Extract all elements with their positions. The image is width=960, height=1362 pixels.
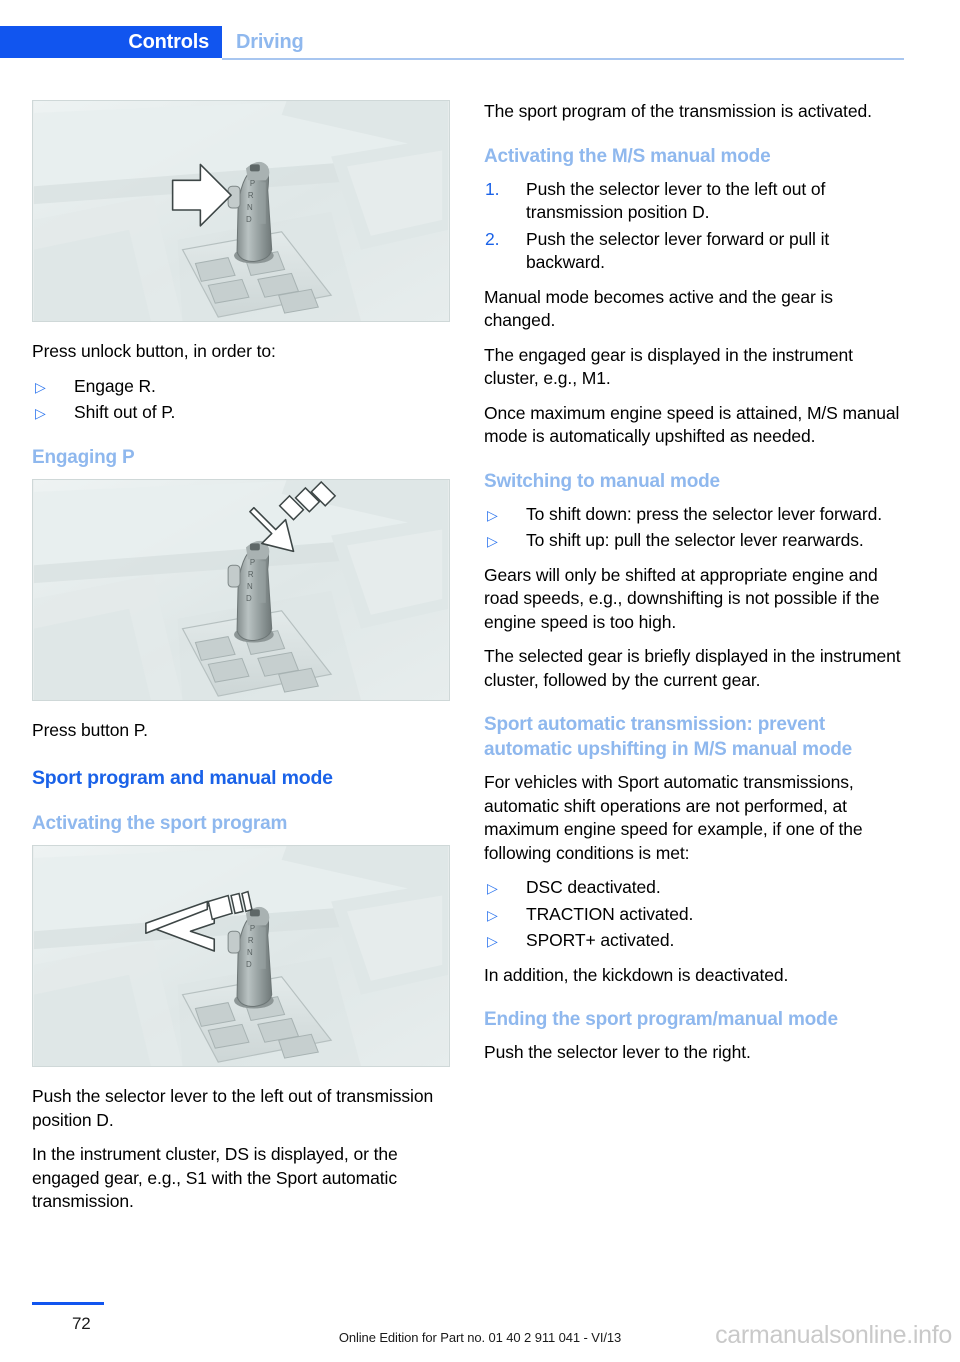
activating-ms-steps bbox=[484, 178, 904, 275]
list-item-text: To shift up: pull the selector lever rearwards. bbox=[526, 530, 864, 550]
section-tab-label: Driving bbox=[236, 31, 304, 53]
list-item bbox=[484, 529, 904, 553]
figure-push-lever-left bbox=[32, 845, 450, 1067]
svg-text:N: N bbox=[246, 203, 253, 213]
bullet-triangle-icon: ▷ bbox=[35, 405, 46, 421]
list-item-text: Push the selector lever to the left out of transmission position D. bbox=[526, 178, 826, 222]
bullet-triangle-icon: ▷ bbox=[487, 880, 498, 896]
list-item-text: DSC deactivated. bbox=[526, 877, 661, 897]
heading-engaging-p: Engaging P bbox=[32, 446, 135, 468]
max-engine-speed-text: Once maximum engine speed is attained, M/S manual mode is automatically upshifted as needed. bbox=[484, 402, 900, 446]
svg-text:N: N bbox=[246, 581, 253, 591]
list-item bbox=[484, 228, 904, 275]
figure-press-button-p bbox=[32, 479, 450, 701]
footer-divider bbox=[32, 1302, 104, 1305]
svg-text:P: P bbox=[249, 179, 256, 189]
step-number: 2. bbox=[485, 228, 500, 249]
heading-switching-to-manual-mode: Switching to manual mode bbox=[484, 470, 720, 492]
push-lever-right-text: Push the selector lever to the right. bbox=[484, 1042, 751, 1062]
bullet-triangle-icon: ▷ bbox=[487, 506, 498, 523]
list-item bbox=[484, 903, 904, 927]
svg-text:R: R bbox=[247, 569, 254, 579]
page-header bbox=[0, 0, 960, 70]
svg-text:D: D bbox=[245, 959, 252, 969]
heading-sport-automatic-transmission: Sport automatic transmission: prevent automatic upshifting in M/S manual mode bbox=[484, 714, 852, 760]
header-divider bbox=[222, 58, 904, 60]
press-button-p-text: Press button P. bbox=[32, 719, 148, 740]
list-item bbox=[32, 401, 452, 425]
bullet-triangle-icon: ▷ bbox=[487, 906, 498, 923]
svg-text:D: D bbox=[245, 593, 252, 603]
left-column bbox=[32, 100, 452, 1225]
list-item-text: Shift out of P. bbox=[74, 402, 176, 422]
bullet-triangle-icon: ▷ bbox=[35, 378, 46, 395]
section-tab-driving[interactable] bbox=[236, 26, 304, 58]
conditions-bullet-list bbox=[484, 876, 904, 953]
step-number: 1. bbox=[485, 178, 500, 199]
selected-gear-briefly-text: The selected gear is briefly displayed in the instrument cluster, followed by the current gear. bbox=[484, 646, 901, 690]
edition-note: Online Edition for Part no. 01 40 2 911 041 - VI/13 bbox=[338, 1330, 622, 1345]
list-item-text: TRACTION activated. bbox=[526, 903, 694, 924]
bullet-triangle-icon: ▷ bbox=[487, 533, 498, 549]
page-number: 72 bbox=[72, 1314, 91, 1333]
watermark: carmanualsonline.info bbox=[715, 1321, 952, 1349]
engaged-gear-displayed-text: The engaged gear is displayed in the instrument cluster, e.g., M1. bbox=[484, 344, 853, 388]
instrument-cluster-ds-text: In the instrument cluster, DS is displayed, or the engaged gear, e.g., S1 with the Sport automatic transmission. bbox=[32, 1144, 398, 1211]
list-item bbox=[484, 876, 904, 900]
right-column bbox=[484, 100, 904, 1076]
list-item bbox=[484, 929, 904, 953]
intro-text: Press unlock button, in order to: bbox=[32, 341, 276, 361]
list-item-text: Push the selector lever forward or pull it backward. bbox=[526, 228, 830, 272]
push-lever-left-text: Push the selector lever to the left out of transmission position D. bbox=[32, 1086, 434, 1130]
intro-bullet-list bbox=[32, 375, 452, 425]
list-item bbox=[484, 503, 904, 527]
heading-activating-ms-manual-mode: Activating the M/S manual mode bbox=[484, 145, 771, 167]
list-item-text: SPORT+ activated. bbox=[526, 930, 675, 950]
gears-shifted-text: Gears will only be shifted at appropriate engine and road speeds, e.g., downshifting is not possible if the engine speed is too high. bbox=[484, 564, 880, 632]
bullet-triangle-icon: ▷ bbox=[487, 933, 498, 949]
svg-text:R: R bbox=[247, 191, 254, 201]
svg-text:D: D bbox=[245, 214, 252, 224]
svg-text:P: P bbox=[249, 924, 256, 934]
svg-text:R: R bbox=[247, 936, 254, 946]
list-item bbox=[484, 178, 904, 225]
heading-ending-sport-program: Ending the sport program/manual mode bbox=[484, 1009, 838, 1030]
list-item bbox=[32, 375, 452, 399]
chapter-tab-controls[interactable] bbox=[0, 26, 222, 58]
heading-activating-sport-program: Activating the sport program bbox=[32, 813, 288, 834]
kickdown-note-text: In addition, the kickdown is deactivated. bbox=[484, 964, 789, 985]
sport-program-activated-text: The sport program of the transmission is activated. bbox=[484, 101, 872, 121]
svg-text:N: N bbox=[246, 948, 253, 958]
for-vehicles-text: For vehicles with Sport automatic transmissions, automatic shift operations are not performed, at maximum engine speed for example, if one of the following conditions is met: bbox=[484, 772, 863, 863]
switching-bullet-list bbox=[484, 503, 904, 553]
chapter-tab-label: Controls bbox=[128, 31, 209, 53]
page-footer bbox=[0, 1290, 960, 1362]
svg-text:P: P bbox=[249, 557, 256, 567]
heading-sport-program-manual-mode: Sport program and manual mode bbox=[32, 767, 333, 789]
figure-unlock-button bbox=[32, 100, 450, 322]
list-item-text: To shift down: press the selector lever forward. bbox=[526, 503, 883, 524]
manual-mode-active-text: Manual mode becomes active and the gear is changed. bbox=[484, 286, 833, 330]
list-item-text: Engage R. bbox=[74, 375, 156, 396]
